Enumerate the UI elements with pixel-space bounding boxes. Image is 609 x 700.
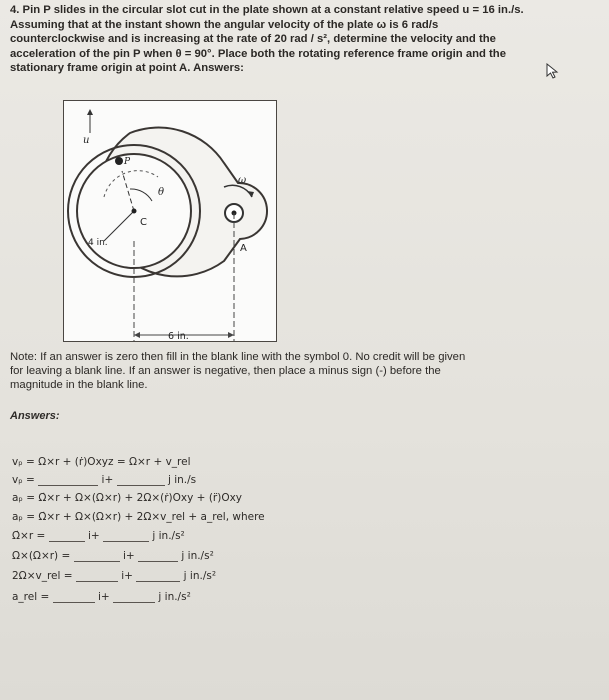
omega-dot-r-j-blank[interactable] (103, 531, 149, 542)
label-theta: θ (158, 187, 165, 198)
relative-acceleration-label: a_rel = (12, 591, 50, 603)
relative-acceleration-i-blank[interactable] (53, 592, 95, 603)
problem-line: acceleration of the pin P when θ = 90°. Place both the rotating reference frame origin and the (10, 47, 506, 60)
problem-line: Assuming that at the instant shown the angular velocity of the plate ω is 6 rad/s (10, 18, 439, 31)
acceleration-equation-1: aₚ = Ω̇×r + Ω×(Ω×r) + 2Ω×(ṙ)Oxy + (r̈)Oxy (12, 492, 243, 504)
coriolis-label: 2Ω×v_rel = (12, 570, 73, 582)
pin-p (115, 157, 123, 165)
centripetal-row (12, 550, 214, 562)
coriolis-i-blank[interactable] (76, 571, 118, 582)
i-unit: i+ (97, 591, 110, 603)
centripetal-i-blank[interactable] (74, 551, 120, 562)
answers-heading: Answers: (10, 410, 60, 422)
problem-line: stationary frame origin at point A. Answers: (10, 62, 244, 75)
acceleration-equation-2: aₚ = Ω̇×r + Ω×(Ω×r) + 2Ω×v_rel + a_rel, where (12, 511, 265, 523)
mouse-cursor-icon (546, 63, 560, 79)
note-line: magnitude in the blank line. (10, 379, 148, 392)
label-radius: 4 in. (88, 238, 108, 248)
problem-line: counterclockwise and is increasing at the rate of 20 rad / s², determine the velocity and the (10, 33, 496, 46)
relative-acceleration-j-blank[interactable] (113, 592, 155, 603)
velocity-answer-row (12, 474, 196, 486)
label-p: P (124, 157, 131, 167)
center-c (132, 209, 137, 214)
problem-statement (10, 3, 550, 76)
j-unit: j in./s (167, 474, 197, 486)
i-unit: i+ (121, 570, 133, 582)
note-line: for leaving a blank line. If an answer is negative, then place a minus sign (-) before the (10, 365, 441, 378)
velocity-j-blank[interactable] (117, 475, 165, 486)
note-text (10, 350, 560, 393)
problem-line: 4. Pin P slides in the circular slot cut in the plate shown at a constant relative speed u = 16 in./s. (10, 4, 524, 16)
omega-dot-r-row (12, 530, 185, 542)
omega-dot-r-i-blank[interactable] (49, 531, 85, 542)
label-u: u (83, 135, 90, 146)
i-unit: i+ (122, 550, 135, 562)
relative-acceleration-row (12, 591, 191, 603)
j-unit: j in./s² (152, 530, 185, 542)
note-line: Note: If an answer is zero then fill in the blank line with the symbol 0. No credit will be given (10, 351, 466, 363)
omega-dot-r-label: Ω̇×r = (12, 530, 46, 542)
plate-drawing (64, 101, 276, 341)
coriolis-row (12, 570, 216, 582)
j-unit: j in./s² (158, 591, 191, 603)
centripetal-label: Ω×(Ω×r) = (12, 550, 71, 562)
velocity-label: vₚ = (12, 474, 35, 486)
j-unit: j in./s² (181, 550, 214, 562)
label-omega: ω (238, 175, 247, 186)
plate-diagram (63, 100, 277, 342)
velocity-equation: vₚ = Ω×r + (ṙ)Oxyz = Ω×r + v_rel (12, 456, 191, 468)
i-unit: i+ (101, 474, 114, 486)
label-c: C (140, 217, 147, 228)
i-unit: i+ (87, 530, 100, 542)
velocity-i-blank[interactable] (38, 475, 98, 486)
j-unit: j in./s² (183, 570, 217, 582)
coriolis-j-blank[interactable] (136, 571, 180, 582)
label-dimension: 6 in. (168, 331, 189, 341)
centripetal-j-blank[interactable] (138, 551, 178, 562)
label-a: A (240, 243, 247, 254)
